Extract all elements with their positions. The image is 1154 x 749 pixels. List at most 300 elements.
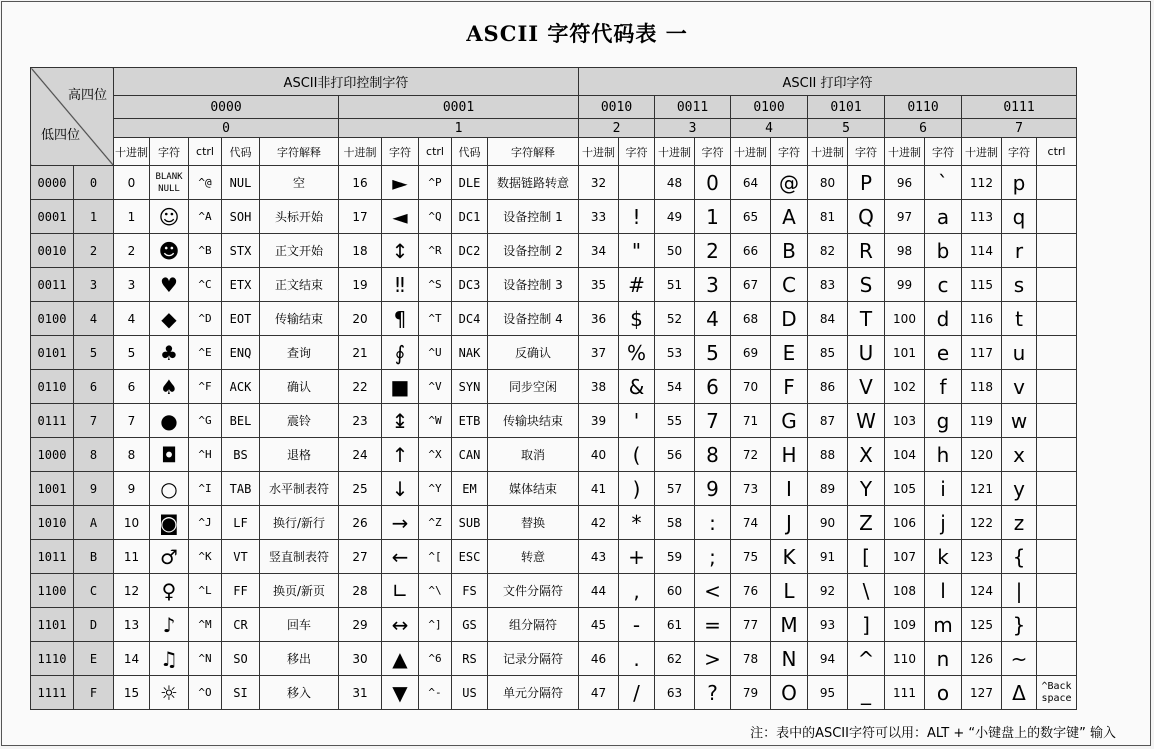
printable-char-cell: d (925, 302, 962, 336)
col-header-decimal: 十进制 (731, 138, 771, 166)
decimal-cell: 0 (114, 166, 150, 200)
table-row (31, 166, 1077, 200)
decimal-cell: 70 (731, 370, 771, 404)
printable-char-cell: a (925, 200, 962, 234)
decimal-cell: 3 (114, 268, 150, 302)
printable-char-cell: A (771, 200, 808, 234)
col-header-ctrl: ctrl (1037, 138, 1077, 166)
low-bits-binary: 0000 (31, 166, 74, 200)
printable-char-cell: X (848, 438, 885, 472)
control-code-cell: SUB (452, 506, 488, 540)
ctrl-key-cell: ^- (419, 676, 452, 710)
control-code-cell: DC2 (452, 234, 488, 268)
table-row (31, 370, 1077, 404)
control-explain-cell: 正文结束 (260, 268, 339, 302)
decimal-cell: 43 (579, 540, 619, 574)
control-symbol: ▼ (382, 676, 419, 710)
col-header-char: 字符 (848, 138, 885, 166)
decimal-cell: 39 (579, 404, 619, 438)
decimal-cell: 109 (885, 608, 925, 642)
decimal-cell: 27 (339, 540, 382, 574)
col-header-decimal: 十进制 (962, 138, 1002, 166)
printable-char-cell: E (771, 336, 808, 370)
printable-char-cell: N (771, 642, 808, 676)
control-explain-cell: 正文开始 (260, 234, 339, 268)
decimal-cell: 47 (579, 676, 619, 710)
control-code-cell: DC3 (452, 268, 488, 302)
control-code-cell: ENQ (222, 336, 260, 370)
low-bits-hex: E (74, 642, 114, 676)
decimal-cell: 66 (731, 234, 771, 268)
control-code-cell: LF (222, 506, 260, 540)
control-code-cell: SO (222, 642, 260, 676)
control-code-cell: CAN (452, 438, 488, 472)
decimal-cell: 126 (962, 642, 1002, 676)
control-explain-cell: 回车 (260, 608, 339, 642)
control-code-cell: TAB (222, 472, 260, 506)
printable-char-cell: r (1002, 234, 1037, 268)
printable-char-cell: l (925, 574, 962, 608)
low-bits-hex: 6 (74, 370, 114, 404)
control-explain-cell: 竖直制表符 (260, 540, 339, 574)
ctrl-key-cell (1037, 200, 1077, 234)
printable-char-cell: < (695, 574, 731, 608)
low-bits-binary: 0100 (31, 302, 74, 336)
low-bits-binary: 1110 (31, 642, 74, 676)
decimal-cell: 26 (339, 506, 382, 540)
printable-char-cell: ` (925, 166, 962, 200)
decimal-cell: 98 (885, 234, 925, 268)
low-bits-binary: 0101 (31, 336, 74, 370)
decimal-cell: 62 (655, 642, 695, 676)
ascii-table (30, 67, 1077, 710)
decimal-cell: 95 (808, 676, 848, 710)
control-code-cell: BEL (222, 404, 260, 438)
printable-char-cell: p (1002, 166, 1037, 200)
high-bits-header: 0111 (962, 96, 1077, 119)
control-code-cell: ACK (222, 370, 260, 404)
control-symbol: ↓ (382, 472, 419, 506)
decimal-cell: 56 (655, 438, 695, 472)
high-hex-header: 2 (579, 119, 655, 138)
printable-char-cell: % (619, 336, 655, 370)
decimal-cell: 28 (339, 574, 382, 608)
printable-char-cell: s (1002, 268, 1037, 302)
printable-char-cell: / (619, 676, 655, 710)
printable-char-cell: g (925, 404, 962, 438)
print-group-header: ASCII 打印字符 (579, 68, 1077, 96)
low-bits-binary: 1001 (31, 472, 74, 506)
printable-char-cell: " (619, 234, 655, 268)
table-row (31, 506, 1077, 540)
printable-char-cell: W (848, 404, 885, 438)
decimal-cell: 18 (339, 234, 382, 268)
ctrl-key-cell (1037, 404, 1077, 438)
printable-char-cell: ' (619, 404, 655, 438)
printable-char-cell: | (1002, 574, 1037, 608)
ctrl-key-cell (1037, 166, 1077, 200)
decimal-cell: 97 (885, 200, 925, 234)
printable-char-cell: S (848, 268, 885, 302)
low-bits-binary: 1100 (31, 574, 74, 608)
printable-char-cell: 9 (695, 472, 731, 506)
printable-char-cell: 1 (695, 200, 731, 234)
decimal-cell: 41 (579, 472, 619, 506)
control-explain-cell: 数据链路转意 (488, 166, 579, 200)
ctrl-key-cell: ^[ (419, 540, 452, 574)
decimal-cell: 5 (114, 336, 150, 370)
control-explain-cell: 文件分隔符 (488, 574, 579, 608)
decimal-cell: 116 (962, 302, 1002, 336)
control-explain-cell: 水平制表符 (260, 472, 339, 506)
control-code-cell: GS (452, 608, 488, 642)
ctrl-key-cell: ^U (419, 336, 452, 370)
printable-char-cell: : (695, 506, 731, 540)
printable-char-cell: v (1002, 370, 1037, 404)
decimal-cell: 30 (339, 642, 382, 676)
ctrl-key-cell: ^T (419, 302, 452, 336)
col-header-explain: 字符解释 (488, 138, 579, 166)
printable-char-cell (619, 166, 655, 200)
decimal-cell: 31 (339, 676, 382, 710)
control-explain-cell: 换行/新行 (260, 506, 339, 540)
col-header-decimal: 十进制 (339, 138, 382, 166)
control-code-cell: ESC (452, 540, 488, 574)
decimal-cell: 61 (655, 608, 695, 642)
control-symbol: ♂ (150, 540, 189, 574)
control-explain-cell: 换页/新页 (260, 574, 339, 608)
printable-char-cell: ^ (848, 642, 885, 676)
decimal-cell: 8 (114, 438, 150, 472)
col-header-char: 字符 (619, 138, 655, 166)
col-header-decimal: 十进制 (579, 138, 619, 166)
printable-char-cell: 7 (695, 404, 731, 438)
blank-null-label: BLANK NULL (150, 166, 189, 200)
ctrl-key-cell: ^W (419, 404, 452, 438)
printable-char-cell: P (848, 166, 885, 200)
decimal-cell: 90 (808, 506, 848, 540)
nonprint-group-header: ASCII非打印控制字符 (114, 68, 579, 96)
printable-char-cell: C (771, 268, 808, 302)
decimal-cell: 80 (808, 166, 848, 200)
decimal-cell: 63 (655, 676, 695, 710)
decimal-cell: 17 (339, 200, 382, 234)
decimal-cell: 52 (655, 302, 695, 336)
decimal-cell: 36 (579, 302, 619, 336)
control-code-cell: FF (222, 574, 260, 608)
control-symbol: ← (382, 540, 419, 574)
control-symbol: ■ (382, 370, 419, 404)
col-header-char: 字符 (771, 138, 808, 166)
low-bits-binary: 1011 (31, 540, 74, 574)
control-code-cell: NUL (222, 166, 260, 200)
decimal-cell: 64 (731, 166, 771, 200)
decimal-cell: 117 (962, 336, 1002, 370)
high-hex-header: 0 (114, 119, 339, 138)
low-bits-binary: 0010 (31, 234, 74, 268)
printable-char-cell: n (925, 642, 962, 676)
printable-char-cell: j (925, 506, 962, 540)
ctrl-key-cell: ^Q (419, 200, 452, 234)
printable-char-cell: z (1002, 506, 1037, 540)
printable-char-cell: y (1002, 472, 1037, 506)
high-bits-header: 0100 (731, 96, 808, 119)
decimal-cell: 89 (808, 472, 848, 506)
decimal-cell: 78 (731, 642, 771, 676)
ctrl-key-cell: ^\ (419, 574, 452, 608)
decimal-cell: 2 (114, 234, 150, 268)
printable-char-cell: } (1002, 608, 1037, 642)
printable-char-cell: # (619, 268, 655, 302)
control-symbol: ○ (150, 472, 189, 506)
printable-char-cell: 3 (695, 268, 731, 302)
control-symbol: ● (150, 404, 189, 438)
ctrl-key-cell: ^F (189, 370, 222, 404)
decimal-cell: 105 (885, 472, 925, 506)
control-symbol: ◙ (150, 506, 189, 540)
col-header-char: 字符 (1002, 138, 1037, 166)
high-bits-label: 高四位 (67, 88, 107, 103)
decimal-cell: 46 (579, 642, 619, 676)
decimal-cell: 106 (885, 506, 925, 540)
control-explain-cell: 确认 (260, 370, 339, 404)
decimal-cell: 93 (808, 608, 848, 642)
low-bits-binary: 0001 (31, 200, 74, 234)
printable-char-cell: = (695, 608, 731, 642)
control-symbol: → (382, 506, 419, 540)
low-bits-hex: 7 (74, 404, 114, 438)
decimal-cell: 72 (731, 438, 771, 472)
decimal-cell: 50 (655, 234, 695, 268)
printable-char-cell: ] (848, 608, 885, 642)
decimal-cell: 10 (114, 506, 150, 540)
decimal-cell: 20 (339, 302, 382, 336)
low-bits-binary: 0011 (31, 268, 74, 302)
printable-char-cell: ) (619, 472, 655, 506)
printable-char-cell: ; (695, 540, 731, 574)
printable-char-cell: G (771, 404, 808, 438)
printable-char-cell: * (619, 506, 655, 540)
col-header-decimal: 十进制 (808, 138, 848, 166)
control-symbol: ∮ (382, 336, 419, 370)
ctrl-key-cell: ^R (419, 234, 452, 268)
col-header-explain: 字符解释 (260, 138, 339, 166)
decimal-cell: 115 (962, 268, 1002, 302)
control-explain-cell: 同步空闲 (488, 370, 579, 404)
printable-char-cell: t (1002, 302, 1037, 336)
printable-char-cell: ? (695, 676, 731, 710)
control-symbol: ♠ (150, 370, 189, 404)
control-explain-cell: 震铃 (260, 404, 339, 438)
printable-char-cell: 5 (695, 336, 731, 370)
decimal-cell: 12 (114, 574, 150, 608)
decimal-cell: 42 (579, 506, 619, 540)
printable-char-cell: i (925, 472, 962, 506)
control-code-cell: RS (452, 642, 488, 676)
printable-char-cell: c (925, 268, 962, 302)
col-header-char: 字符 (150, 138, 189, 166)
control-symbol: ▲ (382, 642, 419, 676)
high-hex-header: 6 (885, 119, 962, 138)
col-header-char: 字符 (925, 138, 962, 166)
control-symbol: ♣ (150, 336, 189, 370)
control-code-cell: CR (222, 608, 260, 642)
decimal-cell: 75 (731, 540, 771, 574)
decimal-cell: 1 (114, 200, 150, 234)
decimal-cell: 40 (579, 438, 619, 472)
control-explain-cell: 取消 (488, 438, 579, 472)
decimal-cell: 48 (655, 166, 695, 200)
printable-char-cell: \ (848, 574, 885, 608)
control-explain-cell: 组分隔符 (488, 608, 579, 642)
ctrl-key-cell (1037, 370, 1077, 404)
printable-char-cell: L (771, 574, 808, 608)
control-explain-cell: 设备控制 2 (488, 234, 579, 268)
decimal-cell: 113 (962, 200, 1002, 234)
control-explain-cell: 移出 (260, 642, 339, 676)
col-header-ctrl: ctrl (189, 138, 222, 166)
control-explain-cell: 反确认 (488, 336, 579, 370)
control-explain-cell: 设备控制 3 (488, 268, 579, 302)
decimal-cell: 58 (655, 506, 695, 540)
decimal-cell: 77 (731, 608, 771, 642)
printable-char-cell: K (771, 540, 808, 574)
decimal-cell: 14 (114, 642, 150, 676)
high-bits-header: 0101 (808, 96, 885, 119)
table-row (31, 472, 1077, 506)
control-code-cell: EOT (222, 302, 260, 336)
ctrl-key-cell: ^Back space (1037, 676, 1077, 710)
ctrl-key-cell: ^V (419, 370, 452, 404)
table-row (31, 404, 1077, 438)
control-explain-cell: 转意 (488, 540, 579, 574)
printable-char-cell: V (848, 370, 885, 404)
decimal-cell: 68 (731, 302, 771, 336)
control-symbol: ♥ (150, 268, 189, 302)
ctrl-key-cell: ^] (419, 608, 452, 642)
control-code-cell: BS (222, 438, 260, 472)
ctrl-key-cell: ^A (189, 200, 222, 234)
control-explain-cell: 单元分隔符 (488, 676, 579, 710)
decimal-cell: 99 (885, 268, 925, 302)
decimal-cell: 86 (808, 370, 848, 404)
decimal-cell: 7 (114, 404, 150, 438)
ctrl-key-cell: ^P (419, 166, 452, 200)
printable-char-cell: ( (619, 438, 655, 472)
printable-char-cell: Δ (1002, 676, 1037, 710)
control-symbol: ∟ (382, 574, 419, 608)
decimal-cell: 121 (962, 472, 1002, 506)
decimal-cell: 4 (114, 302, 150, 336)
high-hex-header: 7 (962, 119, 1077, 138)
ctrl-key-cell: ^O (189, 676, 222, 710)
printable-char-cell: & (619, 370, 655, 404)
printable-char-cell: w (1002, 404, 1037, 438)
control-code-cell: STX (222, 234, 260, 268)
high-hex-header: 3 (655, 119, 731, 138)
decimal-cell: 84 (808, 302, 848, 336)
control-symbol: ↨ (382, 404, 419, 438)
decimal-cell: 19 (339, 268, 382, 302)
decimal-cell: 38 (579, 370, 619, 404)
low-bits-hex: 8 (74, 438, 114, 472)
decimal-cell: 102 (885, 370, 925, 404)
control-explain-cell: 传输结束 (260, 302, 339, 336)
col-header-code: 代码 (222, 138, 260, 166)
decimal-cell: 103 (885, 404, 925, 438)
control-explain-cell: 查询 (260, 336, 339, 370)
low-bits-binary: 1101 (31, 608, 74, 642)
control-explain-cell: 替换 (488, 506, 579, 540)
printable-char-cell: 4 (695, 302, 731, 336)
printable-char-cell: M (771, 608, 808, 642)
printable-char-cell: [ (848, 540, 885, 574)
decimal-cell: 21 (339, 336, 382, 370)
decimal-cell: 125 (962, 608, 1002, 642)
ctrl-key-cell: ^L (189, 574, 222, 608)
control-explain-cell: 设备控制 4 (488, 302, 579, 336)
ctrl-key-cell: ^B (189, 234, 222, 268)
low-bits-hex: 5 (74, 336, 114, 370)
control-symbol: ◆ (150, 302, 189, 336)
low-bits-binary: 0110 (31, 370, 74, 404)
table-row (31, 200, 1077, 234)
control-code-cell: SYN (452, 370, 488, 404)
printable-char-cell: 6 (695, 370, 731, 404)
decimal-cell: 92 (808, 574, 848, 608)
printable-char-cell: + (619, 540, 655, 574)
printable-char-cell: Q (848, 200, 885, 234)
table-row (31, 676, 1077, 710)
ctrl-key-cell (1037, 438, 1077, 472)
table-row (31, 302, 1077, 336)
control-explain-cell: 移入 (260, 676, 339, 710)
printable-char-cell: 0 (695, 166, 731, 200)
decimal-cell: 59 (655, 540, 695, 574)
control-symbol: ☻ (150, 234, 189, 268)
control-symbol: ♫ (150, 642, 189, 676)
decimal-cell: 67 (731, 268, 771, 302)
printable-char-cell: R (848, 234, 885, 268)
table-row (31, 574, 1077, 608)
decimal-cell: 114 (962, 234, 1002, 268)
printable-char-cell: T (848, 302, 885, 336)
decimal-cell: 23 (339, 404, 382, 438)
corner-header (31, 68, 114, 166)
printable-char-cell: x (1002, 438, 1037, 472)
low-bits-hex: 0 (74, 166, 114, 200)
high-hex-header: 5 (808, 119, 885, 138)
table-row (31, 608, 1077, 642)
decimal-cell: 76 (731, 574, 771, 608)
decimal-cell: 81 (808, 200, 848, 234)
decimal-cell: 119 (962, 404, 1002, 438)
decimal-cell: 15 (114, 676, 150, 710)
printable-char-cell: , (619, 574, 655, 608)
printable-char-cell: - (619, 608, 655, 642)
col-header-decimal: 十进制 (885, 138, 925, 166)
decimal-cell: 104 (885, 438, 925, 472)
printable-char-cell: 8 (695, 438, 731, 472)
decimal-cell: 13 (114, 608, 150, 642)
printable-char-cell: q (1002, 200, 1037, 234)
ctrl-key-cell: ^E (189, 336, 222, 370)
ctrl-key-cell (1037, 302, 1077, 336)
decimal-cell: 79 (731, 676, 771, 710)
decimal-cell: 82 (808, 234, 848, 268)
low-bits-hex: 1 (74, 200, 114, 234)
printable-char-cell: > (695, 642, 731, 676)
